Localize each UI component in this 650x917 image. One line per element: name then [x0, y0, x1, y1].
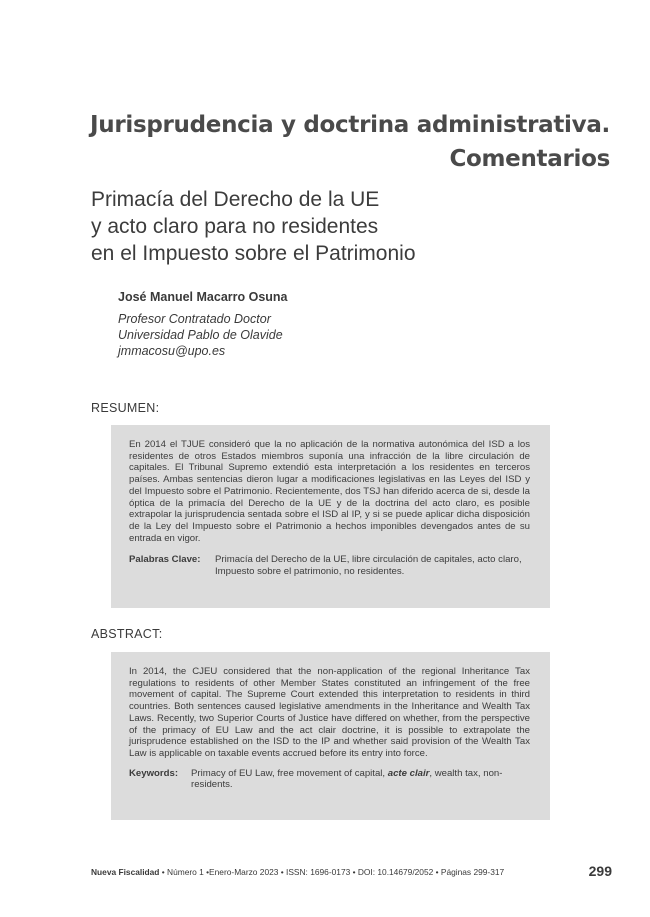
- footer-journal: Nueva Fiscalidad: [91, 867, 160, 877]
- resumen-text: En 2014 el TJUE consideró que la no aplicación de la normativa autonómica del ISD a los residentes de otros Estados miembros suponía una infracción de la libre circulación de capitales. El Tribunal Supremo extendió esta interpretación a los residentes en terceros países. Ambas sentencias dieron lugar a modificaciones legislativas en las Leyes del ISD y del Impuesto sobre el Patrimonio. Recientemente, dos TSJ han diferido acerca de si, desde la óptica de la primacía del Derecho de la UE y de la doctrina del acto claro, es posible extrapolar la jurisprudencia sentada sobre el ISD al IP, y si se puede aplicar dicha disposición de la Ley del Impuesto sobre el Patrimonio a hechos imponibles devengados antes de su entrada en vigor.: [129, 439, 530, 544]
- section-title-line-2: Comentarios: [449, 146, 610, 172]
- abstract-label: ABSTRACT:: [91, 627, 163, 641]
- article-title-line-3: en el Impuesto sobre el Patrimonio: [91, 242, 416, 265]
- author-name: José Manuel Macarro Osuna: [118, 290, 288, 304]
- resumen-label: RESUMEN:: [91, 401, 160, 415]
- author-block: [118, 290, 288, 359]
- article-title-line-1: Primacía del Derecho de la UE: [91, 188, 380, 211]
- page-number: 299: [588, 863, 612, 879]
- section-title: [50, 108, 610, 176]
- abstract-keywords-after: , wealth tax, non-residents.: [191, 767, 503, 791]
- abstract-text: In 2014, the CJEU considered that the non-application of the regional Inheritance Tax regulations to residents of other Member States constituted an infringement of the free movement of capital. The Supreme Court extended this interpretation to residents in third countries. Both sentences caused legislative amendments in the Inheritance and Wealth Tax Laws. Recently, two Superior Courts of Justice have differed on whether, from the perspective of the primacy of EU Law and the act clair doctrine, it is possible to extrapolate the jurisprudence established on the ISD to the IP and whether said provision of the Wealth Tax Law is applicable on taxable events accrued before its entry into force.: [129, 666, 530, 759]
- footer-issue: • Número 1 •Enero-Marzo 2023 • ISSN: 1696-0173 • DOI: 10.14679/2052 • Páginas 299-317: [159, 867, 505, 877]
- article-title-line-2: y acto claro para no residentes: [91, 215, 379, 238]
- abstract-keywords: [129, 768, 530, 791]
- section-title-line-1: Jurisprudencia y doctrina administrativa.: [89, 112, 610, 138]
- resumen-keywords: [129, 554, 530, 577]
- abstract-keywords-italic: acte clair: [387, 767, 430, 779]
- resumen-box: [111, 425, 550, 608]
- abstract-keywords-label: Keywords:: [129, 767, 179, 779]
- footer: [91, 867, 504, 877]
- abstract-box: [111, 652, 550, 820]
- resumen-keywords-text: Primacía del Derecho de la UE, libre circulación de capitales, acto claro, Impuesto sobre el patrimonio, no residentes.: [215, 554, 522, 578]
- article-title: [91, 186, 611, 267]
- author-affiliation: Universidad Pablo de Olavide: [118, 328, 283, 342]
- abstract-keywords-text: [191, 768, 530, 791]
- abstract-keywords-before: Primacy of EU Law, free movement of capital,: [191, 767, 386, 779]
- author-email[interactable]: jmmacosu@upo.es: [118, 344, 226, 358]
- resumen-keywords-label: Palabras Clave:: [129, 554, 201, 566]
- author-position: Profesor Contratado Doctor: [118, 312, 271, 326]
